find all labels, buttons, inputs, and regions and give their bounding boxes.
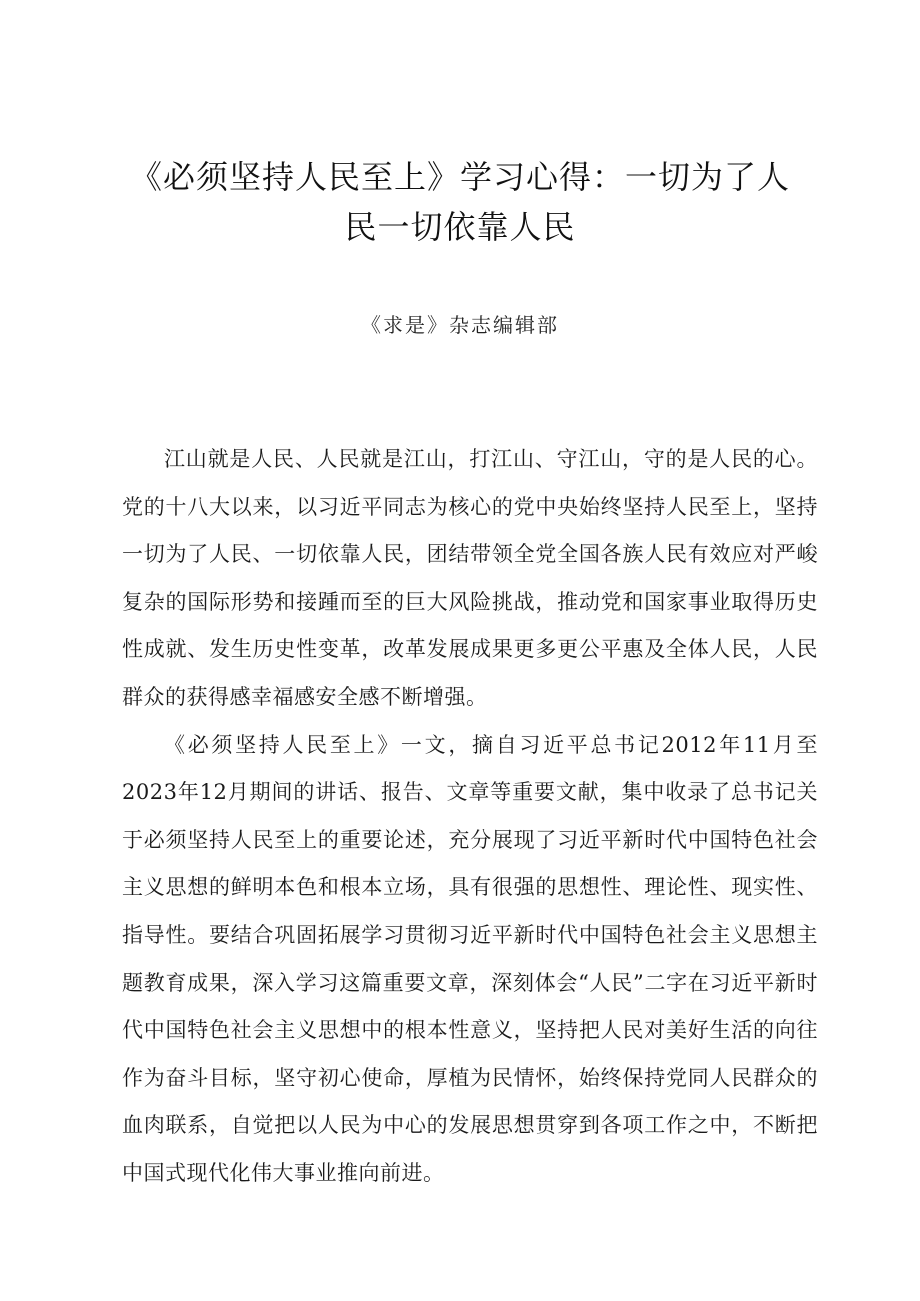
document-author: 《求是》杂志编辑部 — [361, 313, 559, 337]
document-body — [122, 436, 818, 1198]
paragraph: 江山就是人民、人民就是江山，打江山、守江山，守的是人民的心。党的十八大以来，以习近平同志为核心的党中央始终坚持人民至上，坚持一切为了人民、一切依靠人民，团结带领全党全国各族人民有效应对严峻复杂的国际形势和接踵而至的巨大风险挑战，推动党和国家事业取得历史性成就、发生历史性变革，改革发展成果更多更公平惠及全体人民，人民群众的获得感幸福感安全感不断增强。 — [122, 447, 818, 709]
paragraph: 《必须坚持人民至上》一文，摘自习近平总书记2012年11月至2023年12月期间的讲话、报告、文章等重要文献，集中收录了总书记关于必须坚持人民至上的重要论述，充分展现了习近平新时代中国特色社会主义思想的鲜明本色和根本立场，具有很强的思想性、理论性、现实性、指导性。要结合巩固拓展学习贯彻习近平新时代中国特色社会主义思想主题教育成果，深入学习这篇重要文章，深刻体会“人民”二字在习近平新时代中国特色社会主义思想中的根本性意义，坚持把人民对美好生活的向往作为奋斗目标，坚守初心使命，厚植为民情怀，始终保持党同人民群众的血肉联系，自觉把以人民为中心的发展思想贯穿到各项工作之中，不断把中国式现代化伟大事业推向前进。 — [122, 732, 818, 1185]
document-title: 《必须坚持人民至上》学习心得：一切为了人民一切依靠人民 — [129, 158, 790, 246]
